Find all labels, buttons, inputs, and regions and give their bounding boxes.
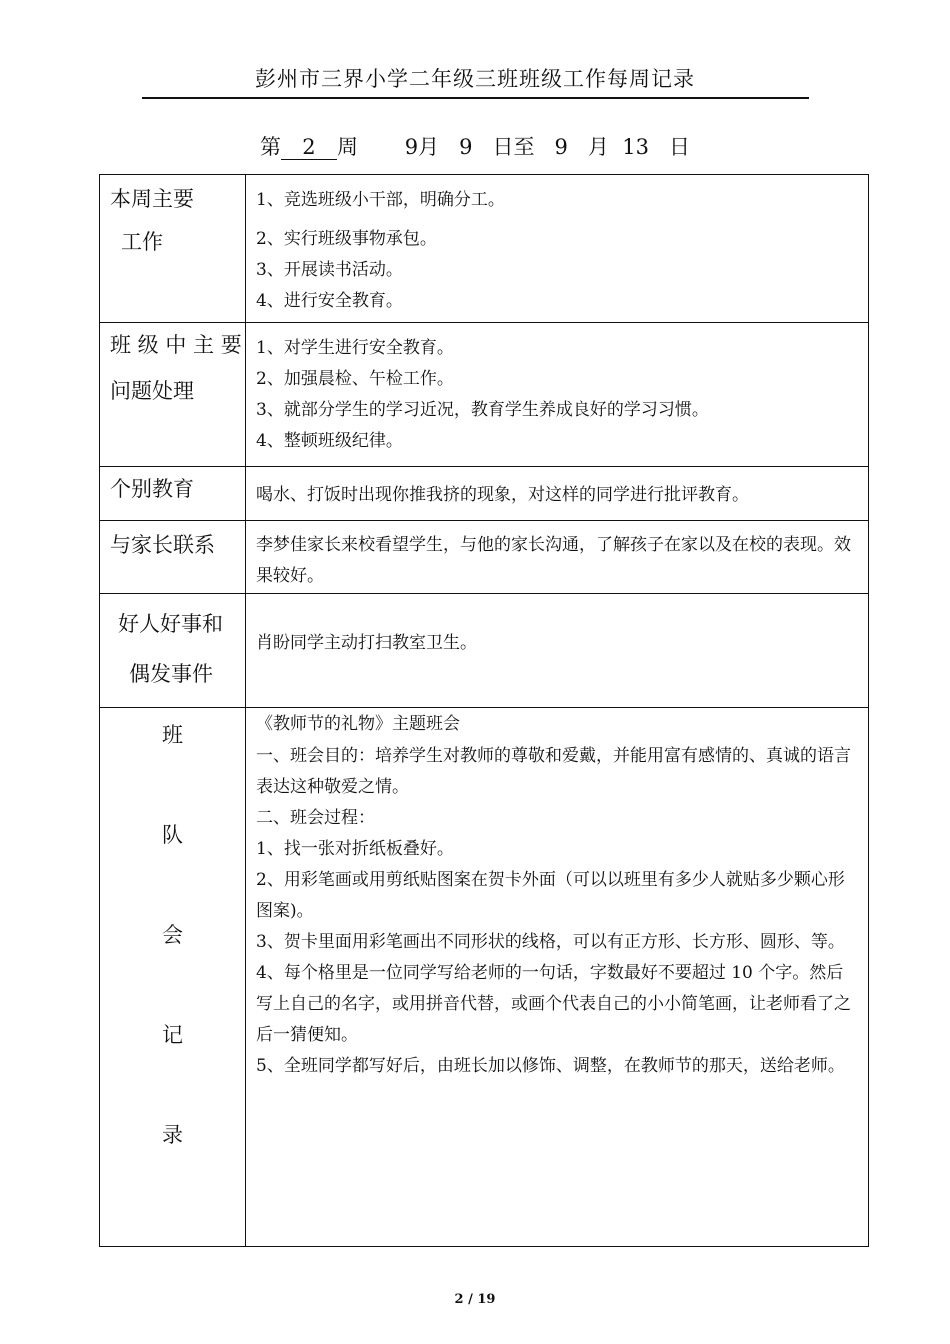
main-work-item: 3、开展读书活动。 [256, 260, 403, 280]
label-individual [100, 467, 246, 521]
content-main-work [246, 175, 869, 323]
content-good-deeds [246, 594, 869, 708]
week-date-line [0, 131, 950, 161]
row-parents [100, 521, 869, 594]
label-meeting-char: 队 [162, 823, 183, 847]
label-good-deeds-line1: 好人好事和 [118, 612, 223, 636]
label-meeting [100, 708, 246, 1247]
parents-text: 李梦佳家长来校看望学生，与他的家长沟通，了解孩子在家以及在校的表现。效果较好。 [256, 535, 851, 586]
label-individual-text: 个别教育 [110, 477, 194, 501]
title-underline [142, 97, 809, 99]
label-meeting-char: 会 [162, 923, 183, 947]
label-problems [100, 323, 246, 467]
page-number: 2 / 19 [454, 1292, 496, 1307]
problems-item: 3、就部分学生的学习近况，教育学生养成良好的学习习惯。 [256, 400, 709, 420]
main-work-item: 1、竞选班级小干部，明确分工。 [256, 190, 505, 210]
row-main-work [100, 175, 869, 323]
content-individual [246, 467, 869, 521]
content-meeting [246, 708, 869, 1247]
label-meeting-char: 班 [162, 723, 183, 747]
label-main-work-line1: 本周主要 [110, 187, 194, 211]
label-good-deeds [100, 594, 246, 708]
meeting-paragraph: 4、每个格里是一位同学写给老师的一句话，字数最好不要超过 10 个字。然后写上自己的名字，或用拼音代替，或画个代表自己的小小简笔画，让老师看了之后一猜便知。 [256, 963, 851, 1045]
row-good-deeds [100, 594, 869, 708]
meeting-paragraph: 1、找一张对折纸板叠好。 [256, 839, 454, 859]
week-suffix: 周 [336, 135, 358, 159]
problems-item: 2、加强晨检、午检工作。 [256, 369, 454, 389]
label-meeting-char: 记 [162, 1023, 183, 1047]
week-prefix: 第 [259, 135, 281, 159]
meeting-paragraph: 二、班会过程： [256, 808, 375, 828]
label-good-deeds-line2: 偶发事件 [129, 662, 213, 686]
row-meeting [100, 708, 869, 1247]
week-number: 2 [281, 135, 337, 160]
label-parents-text: 与家长联系 [110, 533, 215, 557]
content-problems [246, 323, 869, 467]
meeting-paragraph: 3、贺卡里面用彩笔画出不同形状的线格，可以有正方形、长方形、圆形、等。 [256, 932, 845, 952]
problems-item: 4、整顿班级纪律。 [256, 431, 403, 451]
label-main-work [100, 175, 246, 323]
label-problems-line2: 问题处理 [110, 379, 194, 403]
label-meeting-char: 录 [162, 1123, 183, 1147]
content-parents [246, 521, 869, 594]
date-range: 9月 9 日至 9 月 13 日 [404, 135, 691, 159]
good-deeds-text: 肖盼同学主动打扫教室卫生。 [256, 633, 477, 653]
meeting-paragraph: 5、全班同学都写好后，由班长加以修饰、调整，在教师节的那天，送给老师。 [256, 1056, 845, 1076]
weekly-record-table [99, 174, 869, 1247]
label-main-work-line2: 工作 [121, 230, 163, 254]
label-parents [100, 521, 246, 594]
main-work-item: 4、进行安全教育。 [256, 291, 403, 311]
meeting-paragraph: 一、班会目的：培养学生对教师的尊敬和爱戴，并能用富有感情的、真诚的语言表达这种敬爱之情。 [256, 746, 851, 797]
row-individual [100, 467, 869, 521]
main-work-item: 2、实行班级事物承包。 [256, 229, 437, 249]
row-problems [100, 323, 869, 467]
meeting-paragraph: 2、用彩笔画或用剪纸贴图案在贺卡外面（可以以班里有多少人就贴多少颗心形图案)。 [256, 870, 845, 921]
meeting-paragraph: 《教师节的礼物》主题班会 [256, 714, 460, 734]
label-problems-line1: 班 级 中 主 要 [110, 333, 242, 357]
individual-text: 喝水、打饭时出现你推我挤的现象，对这样的同学进行批评教育。 [256, 485, 749, 505]
problems-item: 1、对学生进行安全教育。 [256, 338, 454, 358]
document-title: 彭州市三界小学二年级三班班级工作每周记录 [255, 67, 695, 91]
